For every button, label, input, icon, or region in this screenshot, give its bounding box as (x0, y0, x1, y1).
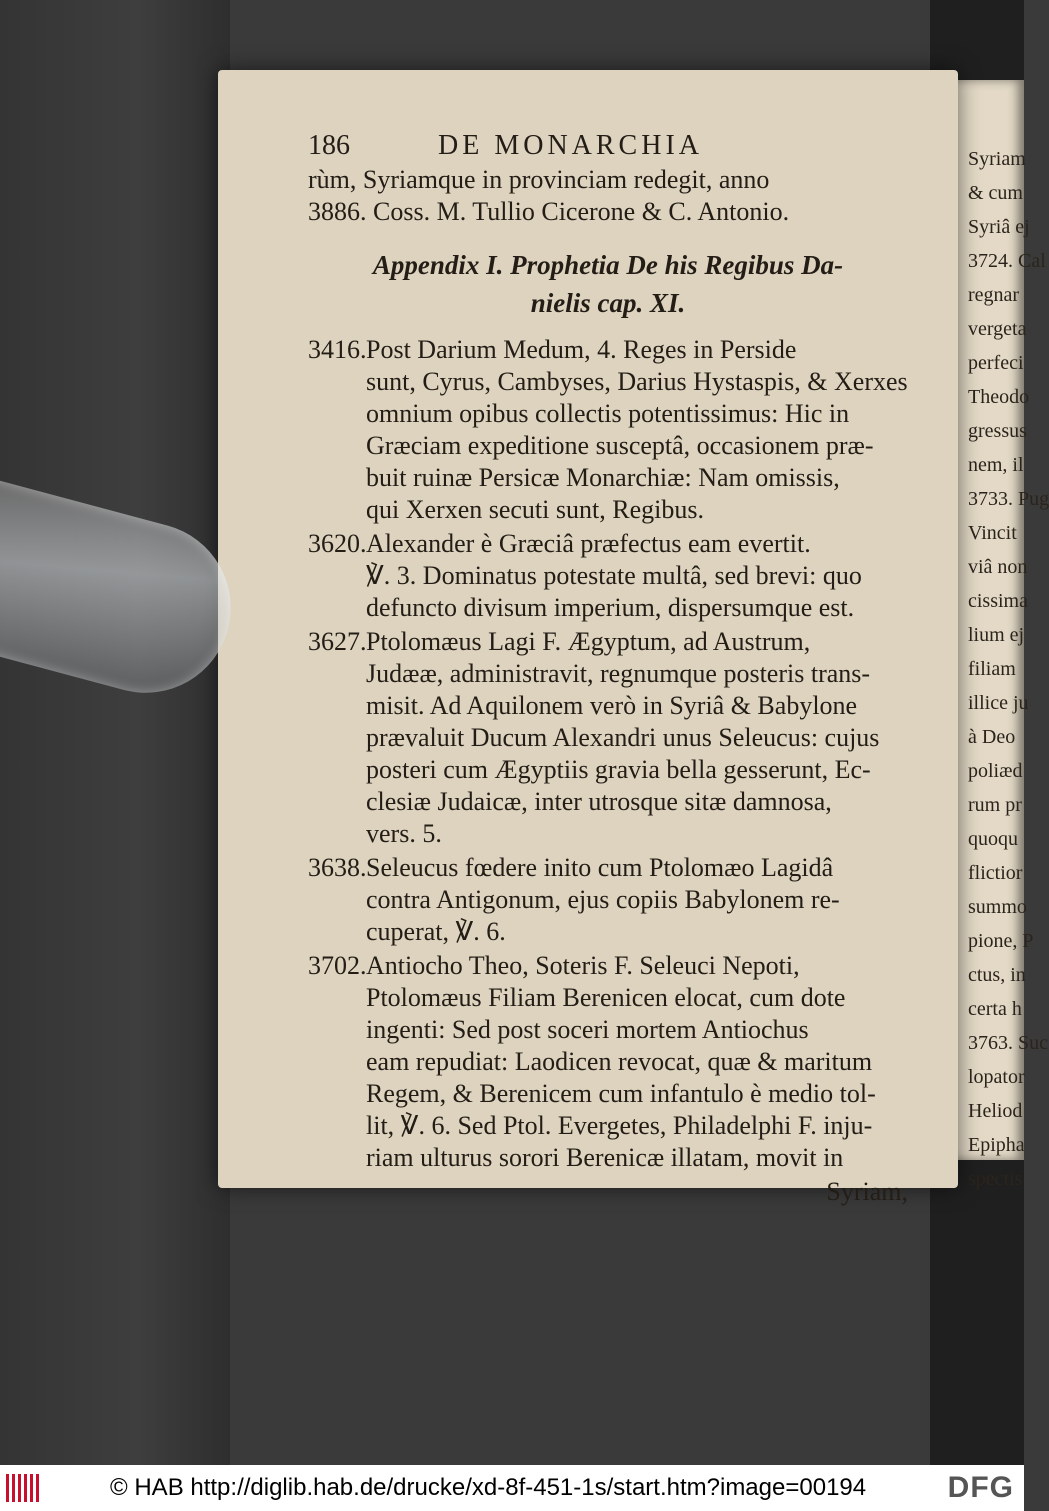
hab-logo-icon (6, 1473, 48, 1503)
entry-row (308, 1014, 908, 1046)
entry-year (308, 916, 366, 948)
next-page-fragment: filiam (968, 658, 1016, 680)
entry (308, 626, 908, 850)
next-page-fragment: quoqu (968, 828, 1018, 850)
entry-row (308, 754, 908, 786)
next-page-fragment: Theodo (968, 386, 1030, 408)
entry-line: prævaluit Ducum Alexandri unus Seleucus: cujus (366, 723, 880, 752)
entry-year (308, 786, 366, 818)
entry-row (308, 494, 908, 526)
next-page-fragment: Syriam (968, 148, 1026, 170)
next-page-fragment: & cum (968, 182, 1023, 204)
entry (308, 852, 908, 948)
entry-year (308, 690, 366, 722)
entry-year (308, 494, 366, 526)
next-page-edge (952, 80, 1049, 1190)
next-page-fragment: nem, il (968, 454, 1024, 476)
entry-row (308, 560, 908, 592)
next-page-fragment: Vincit (968, 522, 1017, 544)
entry-row (308, 690, 908, 722)
next-page-fragment: lium ej (968, 624, 1025, 646)
entry-row (308, 884, 908, 916)
entry-line: eam repudiat: Laodicen revocat, quæ & maritum (366, 1047, 873, 1076)
entry-year (308, 560, 366, 592)
entry-line: Ptolomæus Filiam Berenicen elocat, cum dote (366, 983, 846, 1012)
next-page-fragment: gressus (968, 420, 1027, 442)
entry-year (308, 754, 366, 786)
entry-row (308, 722, 908, 754)
entry-year (308, 658, 366, 690)
next-page-fragment: rum pr (968, 794, 1022, 816)
entry-line: ingenti: Sed post soceri mortem Antiochus (366, 1015, 809, 1044)
entry-row (308, 658, 908, 690)
entry-line: omnium opibus collectis potentissimus: Hic in (366, 399, 850, 428)
entry-year (308, 982, 366, 1014)
next-page-fragment: 3763. Suc (968, 1032, 1048, 1054)
entry-year (308, 1078, 366, 1110)
next-page-fragment: perfeci (968, 352, 1024, 374)
entry-line: lit, ℣. 6. Sed Ptol. Evergetes, Philadelphi F. inju- (366, 1111, 873, 1140)
entry-year (308, 1110, 366, 1142)
next-page-fragment: vergeta (968, 318, 1027, 340)
entry-year (308, 366, 366, 398)
entry-year (308, 722, 366, 754)
next-page-fragment: 3733. Pug (968, 488, 1049, 510)
next-page-fragment: summo (968, 896, 1027, 918)
intro-line: rùm, Syriamque in provinciam redegit, anno (308, 165, 770, 194)
book-page (218, 70, 958, 1206)
entry-line: Ptolomæus Lagi F. Ægyptum, ad Austrum, (366, 627, 811, 656)
entry-line: Alexander è Græciâ præfectus eam evertit. (366, 529, 811, 558)
entry-year (308, 1046, 366, 1078)
entry-line: sunt, Cyrus, Cambyses, Darius Hystaspis, & Xerxes (366, 367, 908, 396)
entry-year (308, 462, 366, 494)
next-page-fragment: Epipha (968, 1134, 1025, 1156)
entry-row (308, 462, 908, 494)
next-page-fragment: ctus, in (968, 964, 1026, 986)
next-page-fragment: viâ non (968, 556, 1028, 578)
next-page-fragment: Heliod (968, 1100, 1023, 1122)
dfg-logo: DFG (947, 1471, 1014, 1504)
next-page-fragment: pione, P (968, 930, 1034, 952)
entry-line: clesiæ Judaicæ, inter utrosque sitæ damnosa, (366, 787, 832, 816)
page-text (308, 130, 908, 1208)
entry-year: 3620. (308, 529, 367, 558)
next-page-fragment: spectis (968, 1168, 1023, 1190)
page-number: 186 (308, 130, 350, 161)
entry-line: qui Xerxen secuti sunt, Regibus. (366, 495, 704, 524)
entry (308, 334, 908, 526)
entry-line: Regem, & Berenicem cum infantulo è medio tol- (366, 1079, 876, 1108)
entry-row (308, 1078, 908, 1110)
appendix-title (308, 246, 908, 322)
entry-row (308, 366, 908, 398)
entry-year (308, 818, 366, 850)
entry-line: Græciam expeditione susceptâ, occasionem præ- (366, 431, 874, 460)
entry-year (308, 430, 366, 462)
entry-line: riam ulturus sorori Berenicæ illatam, movit in (366, 1143, 844, 1172)
entry-row (308, 626, 908, 658)
entry-row (308, 334, 908, 366)
next-page-fragment: flictior (968, 862, 1023, 884)
entry-line: misit. Ad Aquilonem verò in Syriâ & Babylone (366, 691, 858, 720)
entry-row (308, 786, 908, 818)
running-head (308, 130, 908, 162)
next-page-fragment: certa h (968, 998, 1022, 1020)
entry-year: 3638. (308, 853, 367, 882)
entry-row (308, 916, 908, 948)
header-title: DE MONARCHIA (438, 130, 703, 161)
appendix-title-line: nielis cap. XI. (530, 288, 686, 318)
entry-row (308, 852, 908, 884)
entry-line: posteri cum Ægyptiis gravia bella gesserunt, Ec- (366, 755, 871, 784)
entry-row (308, 528, 908, 560)
entry-row (308, 592, 908, 624)
entry (308, 950, 908, 1174)
next-page-fragment: poliæd (968, 760, 1023, 782)
footer-copyright-link[interactable]: © HAB http://diglib.hab.de/drucke/xd-8f-451-1s/start.htm?image=00194 (110, 1474, 867, 1501)
entry-row (308, 430, 908, 462)
entry-line: defuncto divisum imperium, dispersumque est. (366, 593, 855, 622)
next-page-fragment: à Deo (968, 726, 1016, 748)
entry (308, 528, 908, 624)
entry-row (308, 950, 908, 982)
entry-year: 3702. (308, 951, 367, 980)
appendix-title-line: Appendix I. Prophetia De his Regibus Da- (372, 250, 844, 280)
entry-year (308, 1014, 366, 1046)
entry-year (308, 592, 366, 624)
entry-year (308, 884, 366, 916)
next-page-fragment: illice ju (968, 692, 1029, 714)
entry-line: ℣. 3. Dominatus potestate multâ, sed brevi: quo (366, 561, 862, 590)
entry-row (308, 1142, 908, 1174)
entry-row (308, 1110, 908, 1142)
next-page-fragment: lopator (968, 1066, 1025, 1088)
next-page-fragment: Syriâ ej (968, 216, 1030, 238)
entry-year: 3416. (308, 335, 367, 364)
intro-line: 3886. Coss. M. Tullio Cicerone & C. Antonio. (308, 197, 790, 226)
entry-line: Seleucus fœdere inito cum Ptolomæo Lagidâ (366, 853, 834, 882)
entry-line: cuperat, ℣. 6. (366, 917, 506, 946)
entries (308, 334, 908, 1174)
entry-year (308, 1142, 366, 1174)
entry-row (308, 398, 908, 430)
entry-year (308, 398, 366, 430)
entry-year: 3627. (308, 627, 367, 656)
entry-line: vers. 5. (366, 819, 442, 848)
entry-row (308, 982, 908, 1014)
next-page-fragment: 3724. Cal (968, 250, 1046, 272)
entry-line: contra Antigonum, ejus copiis Babylonem re- (366, 885, 840, 914)
entry-row (308, 1046, 908, 1078)
entry-line: Post Darium Medum, 4. Reges in Perside (366, 335, 797, 364)
entry-row (308, 818, 908, 850)
next-page-fragment: cissima (968, 590, 1028, 612)
backdrop-left (0, 0, 230, 1465)
entry-line: Antiocho Theo, Soteris F. Seleuci Nepoti, (366, 951, 800, 980)
entry-line: buit ruinæ Persicæ Monarchiæ: Nam omissis, (366, 463, 840, 492)
footer-bar (0, 1465, 1024, 1511)
next-page-fragment: regnar (968, 284, 1020, 306)
entry-line: Judææ, administravit, regnumque posteris trans- (366, 659, 871, 688)
catchword: Syriam, (826, 1177, 908, 1206)
